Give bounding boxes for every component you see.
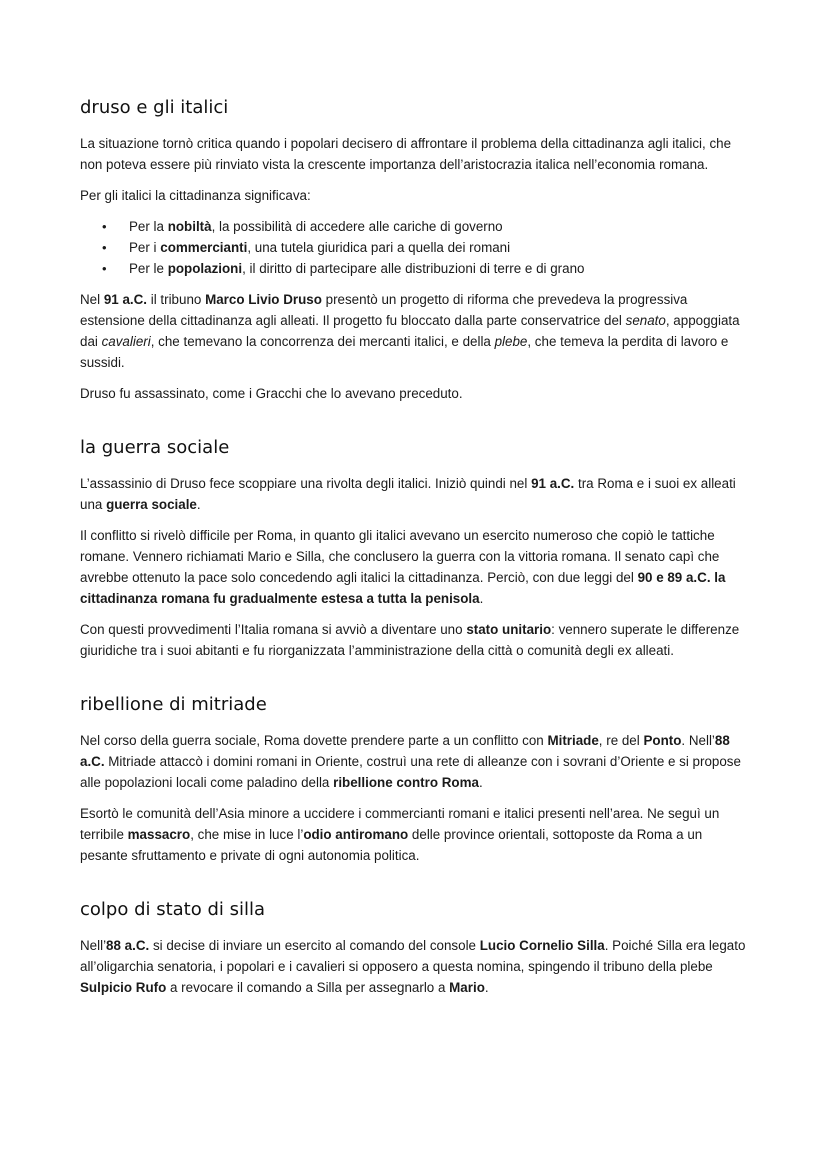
text-run: Nel: [80, 292, 104, 307]
text-run: .: [478, 775, 483, 790]
bold-text: Mitriade: [547, 733, 599, 748]
bold-text: 91 a.C.: [531, 476, 575, 491]
paragraph: [80, 525, 752, 609]
text-run: . Poiché Silla era legato all’oligarchia senatoria, i popolari e i cavalieri si opposero a questa nomina, spingendo il tribuno della plebe: [80, 938, 746, 974]
text-run: .: [196, 497, 201, 512]
text-run: : vennero superate le differenze giuridiche tra i suoi abitanti e fu riorganizzata l’amministrazione della città o comunità degli ex alleati.: [80, 622, 740, 658]
bold-text: 88 a.C.: [80, 733, 730, 769]
text-run: Mitriade attaccò i domini romani in Oriente, costruì una rete di alleanze con i sovrani d’Oriente e si propose alle popolazioni locali come paladino della: [80, 754, 741, 790]
document-page: [80, 96, 752, 1030]
bold-text: popolazioni: [167, 261, 243, 276]
text-run: Per gli italici la cittadinanza significava:: [80, 188, 311, 203]
section: [80, 436, 752, 661]
bold-text: guerra sociale: [106, 497, 197, 512]
text-run: Con questi provvedimenti l’Italia romana si avviò a diventare uno: [80, 622, 467, 637]
section: [80, 96, 752, 404]
text-run: , appoggiata dai: [80, 313, 740, 349]
list-item: [80, 237, 752, 258]
paragraph: [80, 289, 752, 373]
paragraph: [80, 133, 752, 175]
paragraph: [80, 730, 752, 793]
bold-text: odio antiromano: [303, 827, 409, 842]
paragraph: [80, 473, 752, 515]
text-run: Per la: [129, 219, 168, 234]
bullet-list: [80, 216, 752, 279]
section-heading: ribellione di mitriade: [80, 694, 267, 715]
text-run: presentò un progetto di riforma che prevedeva la progressiva estensione della cittadinanza agli alleati. Il progetto fu bloccato dalla parte conservatrice del: [80, 292, 688, 328]
section: [80, 898, 752, 998]
bold-text: Marco Livio Druso: [205, 292, 322, 307]
text-run: delle province orientali, sottoposte da Roma a un pesante sfruttamento e private di ogni autonomia politica.: [80, 827, 703, 863]
paragraph: [80, 619, 752, 661]
text-run: , che temeva la perdita di lavoro e sussidi.: [80, 334, 729, 370]
bold-text: nobiltà: [167, 219, 212, 234]
text-run: si decise di inviare un esercito al comando del console: [149, 938, 480, 953]
bold-text: Ponto: [643, 733, 682, 748]
section: [80, 693, 752, 866]
bold-text: ribellione contro Roma: [333, 775, 479, 790]
paragraph: [80, 935, 752, 998]
text-run: Esortò le comunità dell’Asia minore a uccidere i commercianti romani e italici presenti nell’area. Ne seguì un terribile: [80, 806, 720, 842]
bold-text: Lucio Cornelio Silla: [479, 938, 605, 953]
text-run: Per le: [129, 261, 168, 276]
bold-text: Mario: [449, 980, 485, 995]
italic-text: cavalieri: [101, 334, 151, 349]
bold-text: 88 a.C.: [106, 938, 150, 953]
text-run: il tribuno: [147, 292, 206, 307]
bold-text: Sulpicio Rufo: [80, 980, 167, 995]
text-run: Per i: [129, 240, 161, 255]
paragraph: [80, 383, 752, 404]
section-heading: colpo di stato di silla: [80, 899, 266, 920]
text-run: .: [484, 980, 489, 995]
bold-text: massacro: [127, 827, 191, 842]
section-heading: druso e gli italici: [80, 97, 229, 118]
text-run: Nell’: [80, 938, 107, 953]
text-run: tra Roma e i suoi ex alleati una: [80, 476, 736, 512]
text-run: a revocare il comando a Silla per assegnarlo a: [166, 980, 450, 995]
paragraph: [80, 185, 752, 206]
text-run: , una tutela giuridica pari a quella dei romani: [247, 240, 511, 255]
text-run: , che mise in luce l’: [190, 827, 304, 842]
italic-text: senato: [625, 313, 666, 328]
text-run: . Nell’: [681, 733, 715, 748]
bold-text: 91 a.C.: [103, 292, 148, 307]
bullet-icon: •: [102, 240, 107, 255]
text-run: , la possibilità di accedere alle cariche di governo: [211, 219, 503, 234]
italic-text: plebe: [494, 334, 528, 349]
text-run: L’assassinio di Druso fece scoppiare una rivolta degli italici. Iniziò quindi nel: [80, 476, 532, 491]
bold-text: 90 e 89 a.C. la cittadinanza romana fu gradualmente estesa a tutta la penisola: [80, 570, 726, 606]
text-run: Druso fu assassinato, come i Gracchi che lo avevano preceduto.: [80, 386, 463, 401]
list-item: [80, 216, 752, 237]
document-content: [80, 96, 752, 998]
list-item: [80, 258, 752, 279]
bullet-icon: •: [102, 219, 107, 234]
bullet-icon: •: [102, 261, 107, 276]
section-heading: la guerra sociale: [80, 437, 230, 458]
text-run: , il diritto di partecipare alle distribuzioni di terre e di grano: [242, 261, 585, 276]
text-run: .: [479, 591, 484, 606]
bold-text: commercianti: [160, 240, 248, 255]
text-run: Nel corso della guerra sociale, Roma dovette prendere parte a un conflitto con: [80, 733, 548, 748]
text-run: La situazione tornò critica quando i popolari decisero di affrontare il problema della cittadinanza agli italici, che non poteva essere più rinviato vista la crescente importanza dell’aristocrazia italica nell’economia romana.: [80, 136, 732, 172]
paragraph: [80, 803, 752, 866]
bold-text: stato unitario: [466, 622, 552, 637]
text-run: Il conflitto si rivelò difficile per Roma, in quanto gli italici avevano un esercito numeroso che copiò le tattiche romane. Vennero richiamati Mario e Silla, che conclusero la guerra con la vittoria romana. Il senato capì che avrebbe ottenuto la pace solo concedendo agli italici la cittadinanza. Perciò, con due leggi del: [80, 528, 720, 585]
text-run: , che temevano la concorrenza dei mercanti italici, e della: [150, 334, 495, 349]
text-run: , re del: [598, 733, 644, 748]
